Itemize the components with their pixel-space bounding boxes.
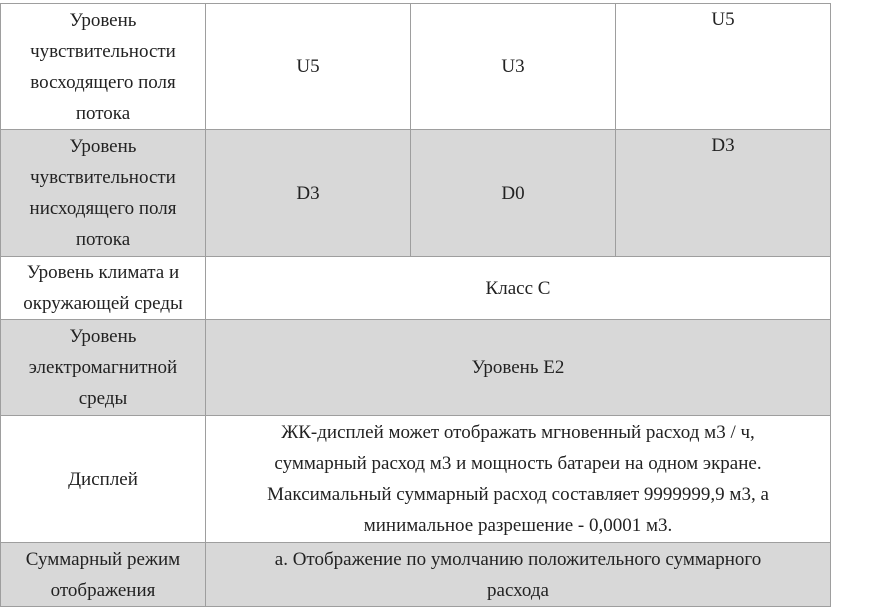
table-row-climate [1, 257, 831, 320]
label-line: чувствительности [30, 167, 176, 188]
row-label-upstream-sensitivity [1, 4, 206, 130]
table-row-cumulative-mode [1, 543, 831, 607]
row-label-climate [1, 257, 206, 320]
description-line: расхода [487, 579, 549, 601]
label-line: Уровень климата и [26, 262, 180, 283]
description-line: суммарный расход м3 и мощность батареи на одном экране. [274, 453, 762, 474]
upstream-value-3: U5 [616, 4, 831, 130]
description-line: a. Отображение по умолчанию положительного суммарного [274, 548, 762, 570]
upstream-value-2: U3 [411, 4, 616, 130]
table-row-electromagnetic [1, 320, 831, 416]
label-line: Суммарный режим [25, 548, 181, 570]
label-line: Уровень [69, 326, 137, 347]
label-line: восходящего поля [30, 71, 176, 93]
label-line: потока [75, 102, 131, 124]
downstream-value-3: D3 [616, 130, 831, 257]
label-line: Уровень [69, 136, 137, 157]
label-line: среды [78, 388, 128, 409]
display-description [206, 416, 831, 543]
downstream-value-1: D3 [206, 130, 411, 257]
cumulative-mode-description [206, 543, 831, 607]
electromagnetic-value: Уровень E2 [206, 320, 831, 416]
description-line: ЖК-дисплей может отображать мгновенный расход м3 / ч, [281, 422, 755, 443]
label-line: Уровень [69, 9, 137, 31]
downstream-value-2: D0 [411, 130, 616, 257]
table-row-upstream-sensitivity [1, 4, 831, 130]
row-label-electromagnetic [1, 320, 206, 416]
climate-value: Класс С [206, 257, 831, 320]
label-line: нисходящего поля [29, 198, 177, 219]
label-line: чувствительности [30, 40, 176, 62]
row-label-downstream-sensitivity [1, 130, 206, 257]
row-label-display [1, 416, 206, 543]
table-row-downstream-sensitivity [1, 130, 831, 257]
label-line: электромагнитной [28, 357, 178, 378]
label-line: потока [75, 229, 131, 250]
row-label-cumulative-mode [1, 543, 206, 607]
specification-table [0, 3, 831, 607]
table-row-display [1, 416, 831, 543]
label-line: отображения [50, 579, 156, 601]
description-line: Максимальный суммарный расход составляет 9999999,9 м3, а [267, 484, 769, 505]
label-line: окружающей среды [23, 293, 183, 314]
description-line: минимальное разрешение - 0,0001 м3. [363, 515, 673, 536]
upstream-value-1: U5 [206, 4, 411, 130]
label-line: Дисплей [68, 468, 138, 490]
